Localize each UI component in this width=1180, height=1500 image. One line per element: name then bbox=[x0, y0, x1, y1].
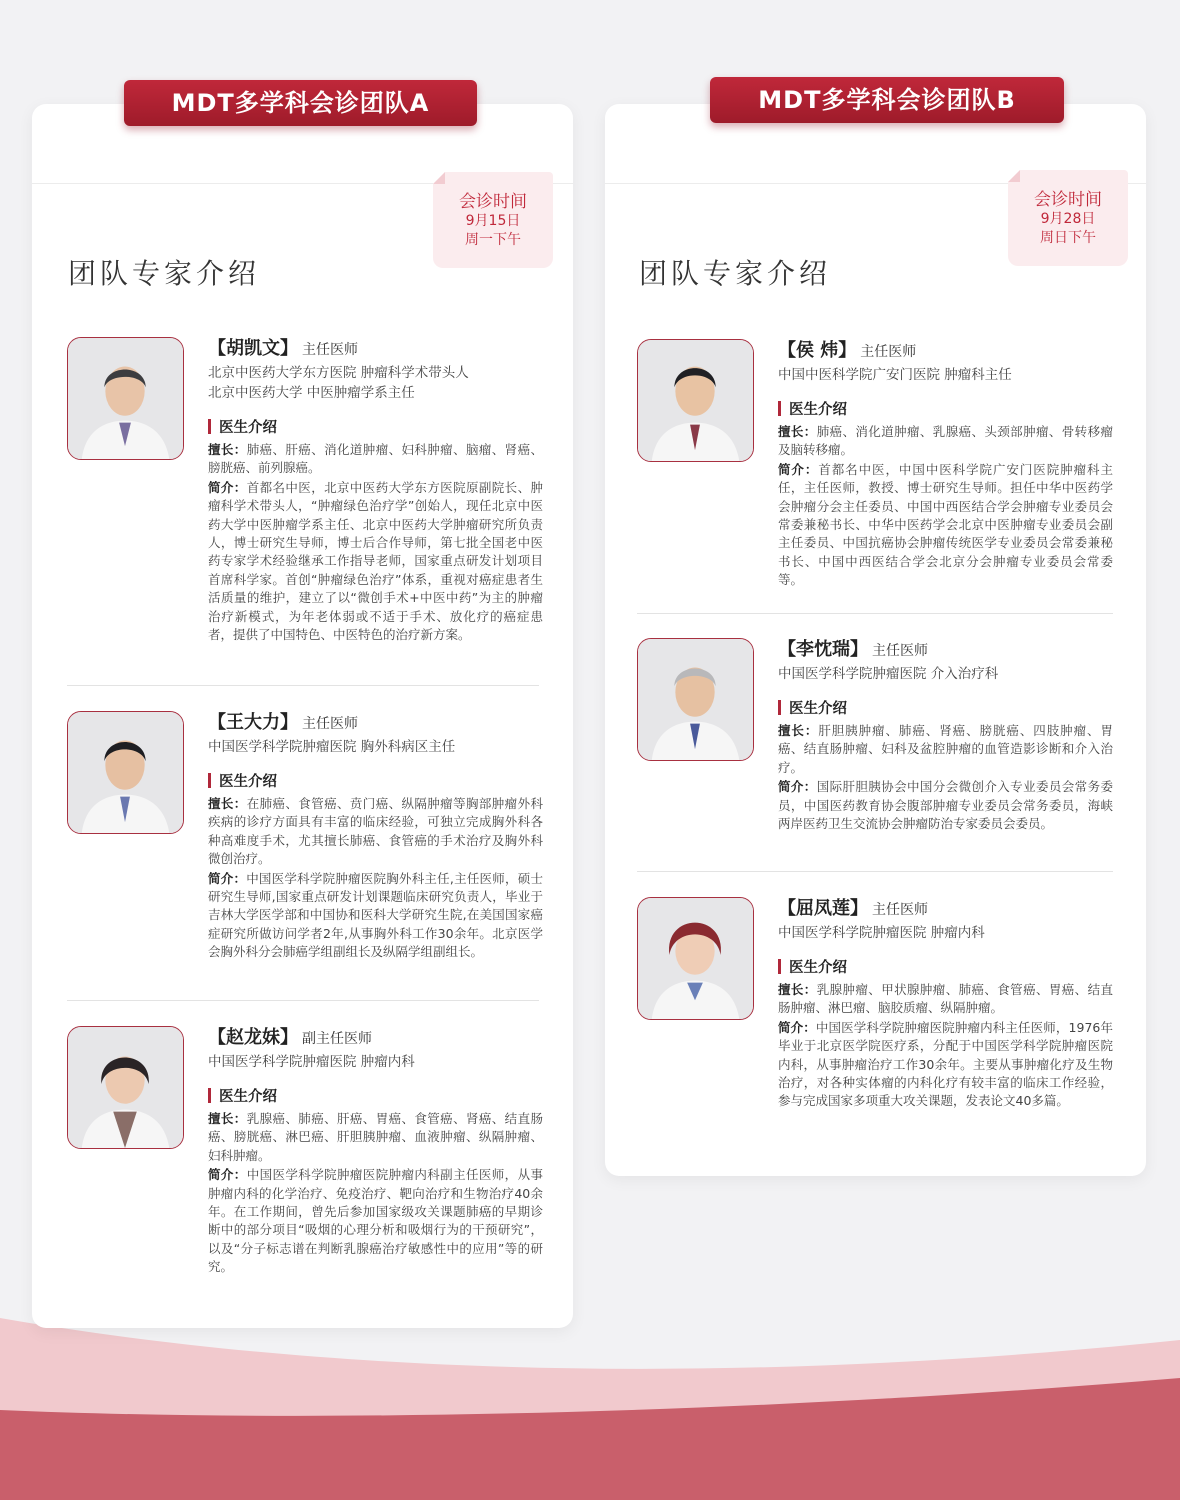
team-a-title: MDT多学科会诊团队A bbox=[124, 80, 477, 126]
accent-bar bbox=[778, 401, 781, 416]
expert-name: 【赵龙妹】 bbox=[208, 1027, 298, 1048]
tag-fold bbox=[1008, 170, 1020, 182]
expert-info bbox=[778, 897, 1113, 1111]
expert-org: 中国医学科学院肿瘤医院 介入治疗科 bbox=[778, 666, 999, 682]
expert-bio: 简介：中国医学科学院肿瘤医院肿瘤内科主任医师，1976年毕业于北京医学院医疗系，分配于中国医学科学院肿瘤医院内科，从事肿瘤治疗工作30余年。主要从事肿瘤化疗及生物治疗，对各种实体瘤的内科化疗有较丰富的临床工作经验，参与完成国家多项重大攻关课题，发表论文40多篇。 bbox=[778, 1019, 1113, 1109]
consult-time: 周日下午 bbox=[1040, 230, 1096, 246]
team-b-consult-tag bbox=[1008, 170, 1128, 266]
team-a-consult-tag bbox=[433, 172, 553, 268]
intro-heading: 医生介绍 bbox=[208, 769, 543, 791]
expert-title: 副主任医师 bbox=[302, 1031, 372, 1047]
expert-title: 主任医师 bbox=[302, 716, 358, 732]
expert-bio: 简介：国际肝胆胰协会中国分会微创介入专业委员会常务委员，中国医药教育协会腹部肿瘤专业委员会常务委员，海峡两岸医药卫生交流协会肿瘤防治专家委员会委员。 bbox=[778, 779, 1113, 832]
accent-bar bbox=[778, 700, 781, 715]
expert-bio: 简介：中国医学科学院肿瘤医院肿瘤内科副主任医师，从事肿瘤内科的化学治疗、免疫治疗、靶向治疗和生物治疗40余年。在工作期间，曾先后参加国家级攻关课题肺癌的早期诊断中的部分项目“吸烟的心理分析和吸烟行为的干预研究”，以及“分子标志谱在判断乳腺癌治疗敏感性中的应用”等的研究。 bbox=[208, 1167, 543, 1275]
expert-divider bbox=[67, 685, 539, 686]
consult-date: 9月15日 bbox=[465, 213, 521, 229]
expert-bio: 简介：首都名中医，北京中医药大学东方医院原副院长、肿瘤科学术带头人，“肿瘤绿色治疗学”创始人，现任北京中医药大学中医肿瘤学系主任、北京中医药大学肿瘤研究所负责人，博士研究生导师，博士后合作导师，第七批全国老中医药专家学术经验继承工作指导老师，国家重点研发计划项目首席科学家。首创“肿瘤绿色治疗”体系，重视对癌症患者生活质量的维护，建立了以“微创手术+中医中药”为主的肿瘤治疗新模式，为年老体弱或不适于手术、放化疗的癌症患者，提供了中国特色、中医特色的治疗新方案。 bbox=[208, 479, 543, 643]
expert-org: 中国医学科学院肿瘤医院 胸外科病区主任 bbox=[208, 739, 456, 755]
team-a-section-title: 团队专家介绍 bbox=[68, 257, 261, 290]
doctor-photo bbox=[67, 711, 184, 834]
expert-skill: 擅长：乳腺癌、肺癌、肝癌、胃癌、食管癌、肾癌、结直肠癌、膀胱癌、淋巴癌、肝胆胰肿瘤、血液肿瘤、纵隔肿瘤、妇科肿瘤。 bbox=[208, 1111, 543, 1163]
expert-name: 【屈凤莲】 bbox=[778, 898, 868, 919]
consult-time: 周一下午 bbox=[465, 232, 521, 248]
team-b-title: MDT多学科会诊团队B bbox=[710, 77, 1064, 123]
consult-label: 会诊时间 bbox=[1034, 190, 1102, 210]
expert-title: 主任医师 bbox=[872, 643, 928, 659]
expert-info bbox=[778, 339, 1113, 590]
doctor-photo bbox=[67, 337, 184, 460]
intro-heading: 医生介绍 bbox=[778, 397, 1113, 419]
accent-bar bbox=[208, 1088, 211, 1103]
expert-name: 【侯 炜】 bbox=[778, 340, 857, 361]
consult-label: 会诊时间 bbox=[459, 192, 527, 212]
expert-org: 中国中医科学院广安门医院 肿瘤科主任 bbox=[778, 367, 1012, 383]
expert-title: 主任医师 bbox=[860, 344, 917, 360]
intro-heading: 医生介绍 bbox=[208, 415, 543, 437]
expert-skill: 擅长：肺癌、肝癌、消化道肿瘤、妇科肿瘤、脑瘤、肾癌、膀胱癌、前列腺癌。 bbox=[208, 442, 543, 476]
accent-bar bbox=[208, 773, 211, 788]
expert-bio: 简介：中国医学科学院肿瘤医院胸外科主任,主任医师，硕士研究生导师,国家重点研发计划课题临床研究负责人，毕业于吉林大学医学部和中国协和医科大学研究生院,在美国国家癌症研究所做访问学者2年,从事胸外科工作30余年。北京医学会胸外科分会肺癌学组副组长及纵隔学组副组长。 bbox=[208, 870, 543, 960]
expert-divider bbox=[637, 613, 1113, 614]
doctor-photo bbox=[637, 638, 754, 761]
intro-heading: 医生介绍 bbox=[208, 1084, 543, 1106]
expert-bio: 简介：首都名中医，中国中医科学院广安门医院肿瘤科主任，主任医师，教授、博士研究生导师。担任中华中医药学会肿瘤分会主任委员、中国中西医结合学会肿瘤专业委员会常委兼秘书长、中华中医药学会北京中医肿瘤专业委员会副主任委员、中国抗癌协会肿瘤传统医学专业委员会常委兼秘书长、中国中西医结合学会北京分会肿瘤专业委员会常委等。 bbox=[778, 461, 1113, 588]
expert-title: 主任医师 bbox=[872, 902, 928, 918]
intro-heading: 医生介绍 bbox=[778, 955, 1113, 977]
expert-org: 中国医学科学院肿瘤医院 肿瘤内科 bbox=[208, 1054, 415, 1070]
team-b-section-title: 团队专家介绍 bbox=[639, 257, 832, 290]
expert-info bbox=[208, 337, 543, 644]
expert-divider bbox=[67, 1000, 539, 1001]
doctor-photo bbox=[67, 1026, 184, 1149]
expert-skill: 擅长：肝胆胰肿瘤、肺癌、肾癌、膀胱癌、四肢肿瘤、胃癌、结直肠肿瘤、妇科及盆腔肿瘤的血管造影诊断和介入治疗。 bbox=[778, 723, 1113, 775]
expert-info bbox=[778, 638, 1113, 833]
accent-bar bbox=[208, 419, 211, 434]
expert-org: 中国医学科学院肿瘤医院 肿瘤内科 bbox=[778, 925, 985, 941]
expert-info bbox=[208, 1026, 543, 1277]
expert-name: 【王大力】 bbox=[208, 712, 298, 733]
expert-title: 主任医师 bbox=[302, 342, 358, 358]
expert-name: 【胡凯文】 bbox=[208, 338, 298, 359]
expert-skill: 擅长：在肺癌、食管癌、贲门癌、纵隔肿瘤等胸部肿瘤外科疾病的诊疗方面具有丰富的临床经验，可独立完成胸外科各种高难度手术，尤其擅长肺癌、食管癌的手术治疗及胸外科微创治疗。 bbox=[208, 796, 543, 867]
expert-info bbox=[208, 711, 543, 962]
intro-heading: 医生介绍 bbox=[778, 696, 1113, 718]
expert-org: 北京中医药大学东方医院 肿瘤科学术带头人 北京中医药大学 中医肿瘤学系主任 bbox=[208, 365, 469, 401]
tag-fold bbox=[433, 172, 445, 184]
expert-skill: 擅长：肺癌、消化道肿瘤、乳腺癌、头颈部肿瘤、骨转移瘤及脑转移瘤。 bbox=[778, 424, 1113, 458]
accent-bar bbox=[778, 959, 781, 974]
expert-name: 【李忱瑞】 bbox=[778, 639, 868, 660]
expert-skill: 擅长：乳腺肿瘤、甲状腺肿瘤、肺癌、食管癌、胃癌、结直肠肿瘤、淋巴瘤、脑胶质瘤、纵隔肿瘤。 bbox=[778, 982, 1113, 1016]
doctor-photo bbox=[637, 339, 754, 462]
expert-divider bbox=[637, 871, 1113, 872]
consult-date: 9月28日 bbox=[1040, 211, 1096, 227]
doctor-photo bbox=[637, 897, 754, 1020]
